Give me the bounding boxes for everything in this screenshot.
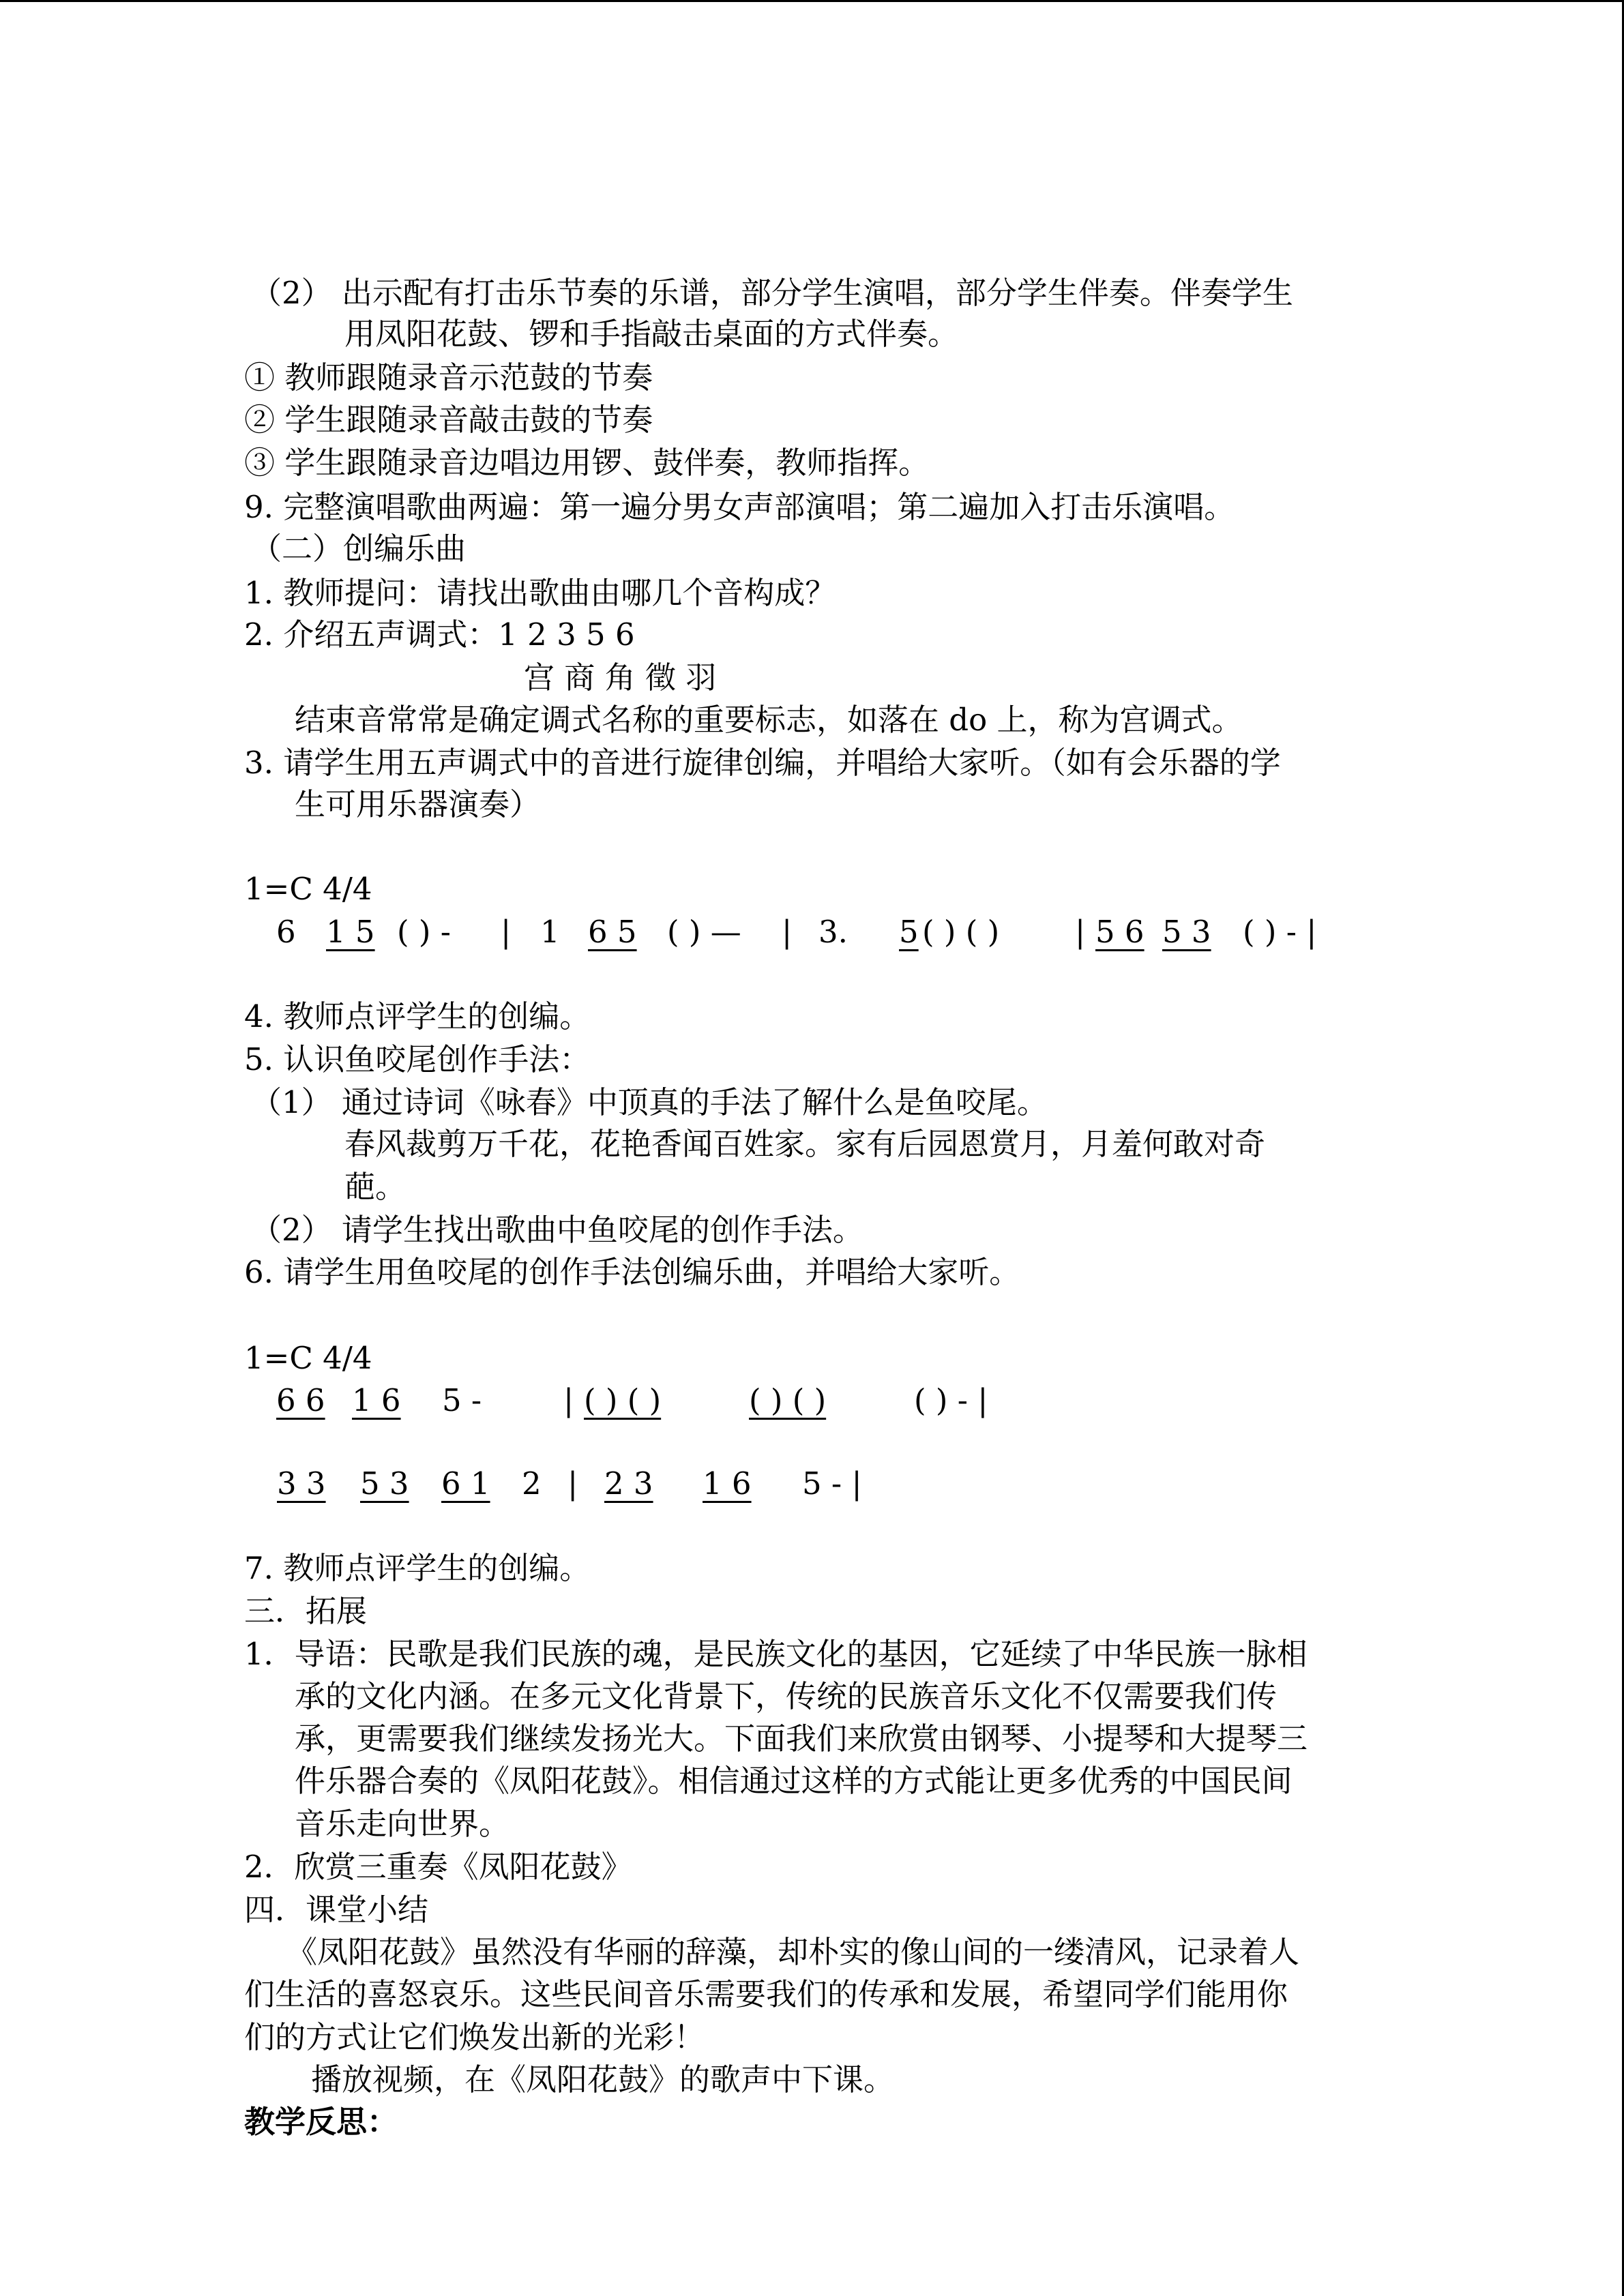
summary-line-1: 《凤阳花鼓》虽然没有华丽的辞藻，却朴实的像山间的一缕清风，记录着人 (286, 1934, 1300, 1970)
text-line-12: 3. 请学生用五声调式中的音进行旋律创编，并唱给大家听。（如有会乐器的学 (244, 745, 1281, 781)
barline: | (563, 1382, 574, 1418)
text-line-31: 件乐器合奏的《凤阳花鼓》。相信通过这样的方式能让更多优秀的中国民间 (295, 1763, 1293, 1799)
text-line-33: 2．欣赏三重奏《凤阳花鼓》 (244, 1849, 632, 1885)
note: 1 6 (352, 1382, 401, 1418)
note: 5 - (442, 1382, 482, 1418)
summary-line-3: 们的方式让它们焕发出新的光彩！ (244, 2019, 705, 2055)
note: 3 3 (277, 1465, 326, 1502)
text-line-8: 1. 教师提问：请找出歌曲由哪几个音构成？ (244, 575, 836, 611)
note: 5 3 (1162, 914, 1211, 950)
text-line-21: （2） 请学生找出歌曲中鱼咬尾的创作手法。 (251, 1212, 863, 1248)
note: 1 6 (703, 1465, 752, 1502)
rest-blank: ( ) — (667, 914, 741, 950)
text-line-22: 6. 请学生用鱼咬尾的创作手法创编乐曲，并唱给大家听。 (244, 1254, 1020, 1290)
note: 5 6 (1095, 914, 1145, 950)
text-line-3: ① 教师跟随录音示范鼓的节奏 (244, 359, 653, 396)
text-line-26: 7. 教师点评学生的创编。 (244, 1550, 591, 1586)
pentatonic-names: 宫 商 角 徵 羽 (524, 659, 717, 696)
text-line-16: 4. 教师点评学生的创编。 (244, 998, 591, 1034)
note: 2 (522, 1465, 542, 1502)
note: 6 6 (276, 1382, 325, 1418)
key-signature-2: 1=C 4/4 (244, 1340, 372, 1376)
barline: | (501, 914, 512, 950)
note: 5 (899, 914, 919, 950)
note: 1 5 (326, 914, 375, 950)
text-line-2: 用凤阳花鼓、锣和手指敲击桌面的方式伴奏。 (344, 316, 959, 352)
poem-line-2: 葩。 (344, 1169, 407, 1205)
text-line-38: 播放视频，在《凤阳花鼓》的歌声中下课。 (311, 2061, 895, 2098)
rest-blank: ( ) ( ) (584, 1382, 662, 1418)
text-line-29: 承的文化内涵。在多元文化背景下，传统的民族音乐文化不仅需要我们传 (295, 1678, 1278, 1714)
text-line-9: 2. 介绍五声调式：1 2 3 5 6 (244, 616, 635, 653)
barline: | (782, 914, 793, 950)
text-line-5: ③ 学生跟随录音边唱边用锣、鼓伴奏，教师指挥。 (244, 445, 930, 481)
text-line-18: （1） 通过诗词《咏春》中顶真的手法了解什么是鱼咬尾。 (251, 1084, 1048, 1120)
text-line-4: ② 学生跟随录音敲击鼓的节奏 (244, 402, 653, 438)
rest-blank: ( ) - (397, 914, 451, 950)
note: 6 5 (588, 914, 637, 950)
text-line-13: 生可用乐器演奏） (295, 786, 541, 822)
barline: | (1075, 914, 1086, 950)
text-line-11: 结束音常常是确定调式名称的重要标志，如落在 do 上，称为宫调式。 (295, 702, 1243, 738)
note: 5 3 (360, 1465, 409, 1502)
note: 2 3 (604, 1465, 653, 1502)
text-line-17: 5. 认识鱼咬尾创作手法： (244, 1041, 591, 1077)
text-line-6: 9. 完整演唱歌曲两遍：第一遍分男女声部演唱；第二遍加入打击乐演唱。 (244, 489, 1235, 525)
rest-blank: ( ) ( ) (922, 914, 1000, 950)
note: 6 1 (441, 1465, 490, 1502)
note: 1 (540, 914, 560, 950)
barline: | (567, 1465, 578, 1502)
note: 6 (276, 914, 296, 950)
section-heading-composition: （二）创编乐曲 (251, 531, 467, 567)
note: 3. (818, 914, 848, 950)
key-signature-1: 1=C 4/4 (244, 871, 372, 907)
rest-blank: ( ) - | (914, 1382, 988, 1418)
text-line-32: 音乐走向世界。 (295, 1806, 510, 1842)
rest-blank: ( ) - | (1243, 914, 1317, 950)
poem-line-1: 春风裁剪万千花，花艳香闻百姓家。家有后园恩赏月，月羞何敢对奇 (344, 1126, 1266, 1162)
note: 5 - | (802, 1465, 862, 1502)
section-heading-extension: 三．拓展 (244, 1593, 368, 1629)
reflection-heading: 教学反思： (244, 2104, 398, 2140)
summary-line-2: 们生活的喜怒哀乐。这些民间音乐需要我们的传承和发展，希望同学们能用你 (244, 1976, 1288, 2012)
rest-blank: ( ) ( ) (749, 1382, 827, 1418)
top-border (0, 0, 1624, 2)
text-line-1: （2） 出示配有打击乐节奏的乐谱，部分学生演唱，部分学生伴奏。伴奏学生 (251, 275, 1293, 311)
text-line-30: 承，更需要我们继续发扬光大。下面我们来欣赏由钢琴、小提琴和大提琴三 (295, 1720, 1308, 1757)
section-heading-summary: 四．课堂小结 (244, 1892, 429, 1928)
text-line-28: 1．导语：民歌是我们民族的魂，是民族文化的基因，它延续了中华民族一脉相 (244, 1636, 1308, 1672)
